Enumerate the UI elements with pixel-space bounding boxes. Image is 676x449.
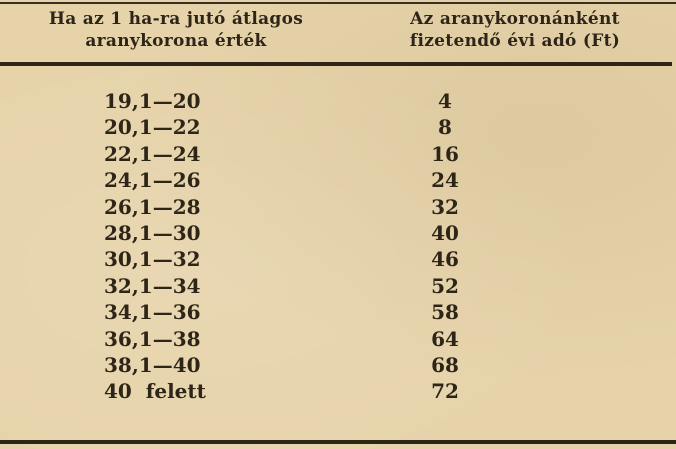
range-cell: 26,1—28 xyxy=(104,194,201,219)
tax-cell: 16 xyxy=(431,141,459,166)
range-cell: 34,1—36 xyxy=(104,300,201,325)
table-row xyxy=(0,141,676,167)
range-cell: 38,1—40 xyxy=(104,352,201,377)
table-body xyxy=(0,88,676,405)
tax-cell: 40 xyxy=(431,220,459,245)
table-row xyxy=(0,88,676,114)
range-cell: 20,1—22 xyxy=(104,115,201,140)
table-row xyxy=(0,246,676,272)
table-row xyxy=(0,167,676,193)
tax-cell: 8 xyxy=(438,115,452,140)
table-row xyxy=(0,114,676,140)
range-cell: 28,1—30 xyxy=(104,220,201,245)
header-rule xyxy=(0,62,672,66)
header-right-line-1: Az aranykoronánként xyxy=(410,9,620,29)
table-row xyxy=(0,273,676,299)
tax-cell: 52 xyxy=(431,273,459,298)
tax-cell: 24 xyxy=(431,168,459,193)
header-left-line-2: aranykorona érték xyxy=(85,31,267,51)
header-right-line-2: fizetendő évi adó (Ft) xyxy=(409,31,621,51)
range-cell: 22,1—24 xyxy=(104,141,201,166)
range-cell: 36,1—38 xyxy=(104,326,201,351)
top-rule xyxy=(0,2,676,4)
tax-cell: 68 xyxy=(431,352,459,377)
range-cell: 30,1—32 xyxy=(104,247,201,272)
tax-cell: 64 xyxy=(431,326,459,351)
range-cell: 24,1—26 xyxy=(104,168,201,193)
range-cell: 32,1—34 xyxy=(104,273,201,298)
range-cell: 19,1—20 xyxy=(104,89,201,113)
table-row xyxy=(0,326,676,352)
table-header xyxy=(0,8,676,64)
range-cell: 40 felett xyxy=(104,379,206,404)
tax-cell: 32 xyxy=(431,194,459,219)
table-row xyxy=(0,378,676,404)
tax-cell: 46 xyxy=(431,247,459,272)
header-left-line-1: Ha az 1 ha-ra jutó átlagos xyxy=(48,9,304,29)
table-row xyxy=(0,352,676,378)
header-right xyxy=(365,8,665,52)
tax-cell: 72 xyxy=(431,379,459,404)
tax-cell: 58 xyxy=(431,300,459,325)
table-row xyxy=(0,220,676,246)
table-row xyxy=(0,194,676,220)
header-left xyxy=(0,8,352,52)
table-row xyxy=(0,299,676,325)
tax-cell: 4 xyxy=(438,89,452,113)
bottom-rule xyxy=(0,440,676,444)
